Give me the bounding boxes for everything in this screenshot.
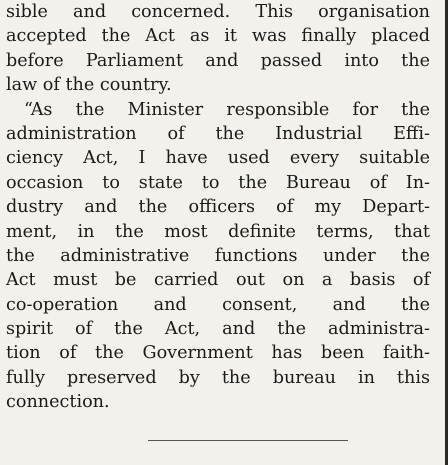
text-line: occasion to state to the Bureau of In- (6, 172, 430, 193)
text-line: sible and concerned. This organisation (6, 2, 430, 22)
article-text (6, 0, 430, 415)
text-line: fully preserved by the bureau in this (6, 367, 430, 388)
text-line: accepted the Act as it was finally placed (6, 26, 430, 47)
text-line: tion of the Government has been faith- (6, 343, 430, 364)
text-line: administration of the Industrial Effi- (6, 123, 430, 144)
text-line: co-operation and consent, and the (6, 294, 430, 315)
text-line: before Parliament and passed into the (6, 50, 430, 71)
text-line: the administrative functions under the (6, 245, 430, 266)
text-line: spirit of the Act, and the administra- (6, 319, 430, 340)
paragraph-end-line: law of the country. (6, 75, 172, 96)
text-line: dustry and the officers of my Depart- (6, 197, 430, 218)
text-line: ciency Act, I have used every suitable (6, 148, 430, 169)
quote-start-line: “As the Minister responsible for the (24, 99, 430, 120)
text-line: Act must be carried out on a basis of (6, 270, 430, 291)
text-line: ment, in the most definite terms, that (6, 221, 430, 242)
article-end-line: connection. (6, 392, 110, 413)
section-divider-rule (148, 440, 348, 441)
